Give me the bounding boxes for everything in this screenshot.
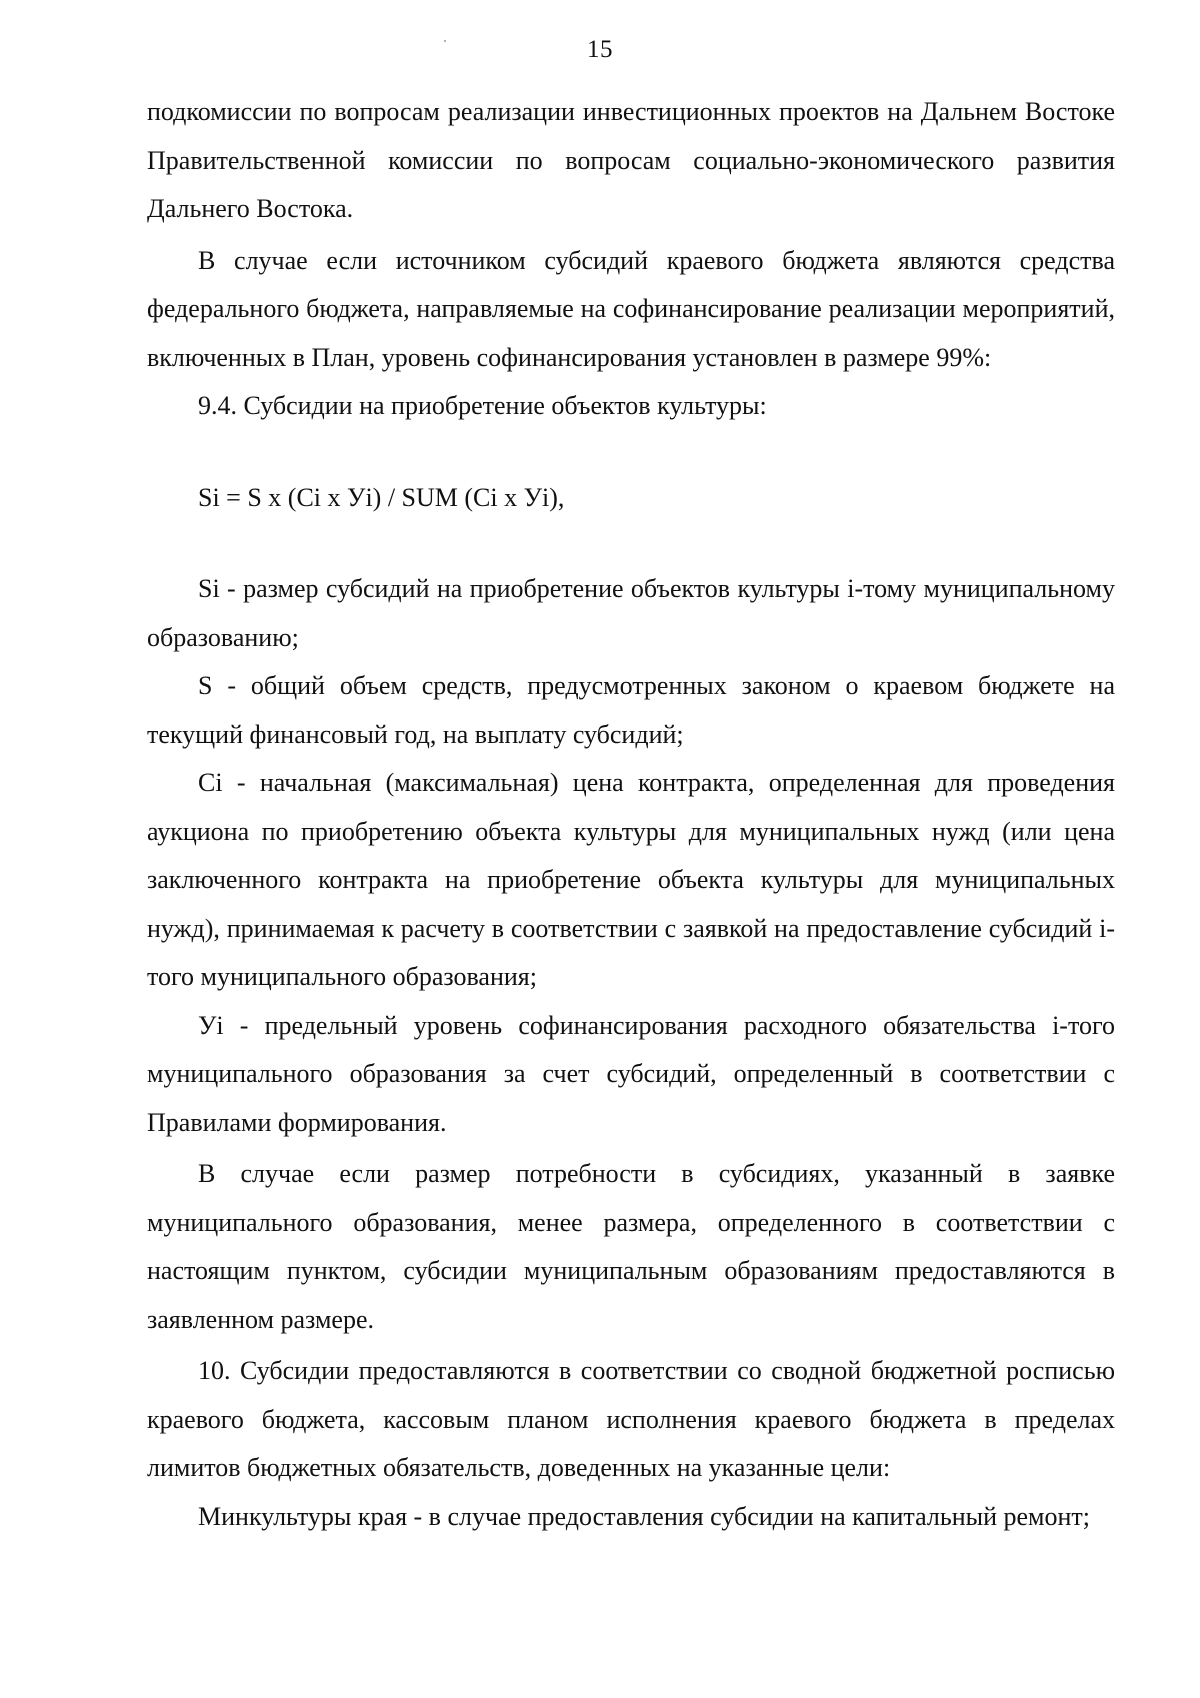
formula: Si = S x (Ci x Уi) / SUM (Ci x Уi), [198,482,565,512]
document-body [147,88,1115,1541]
paragraph-minculture: Минкультуры края - в случае предоставления субсидии на капитальный ремонт; [198,1501,1090,1531]
paragraph-continuation: подкомиссии по вопросам реализации инвестиционных проектов на Дальнем Востоке Правительственной комиссии по вопросам социально-экономического развития Дальнего Востока. [147,97,1115,223]
scan-speck [444,40,446,42]
page-number: 15 [587,36,613,63]
paragraph-section-9-4: 9.4. Субсидии на приобретение объектов культуры: [198,391,767,420]
definition-s: S - общий объем средств, предусмотренных законом о краевом бюджете на текущий финансовый год, на выплату субсидий; [147,671,1115,749]
definition-yi: Уi - предельный уровень софинансирования расходного обязательства i-того муниципального образования за счет субсидий, определенный в соответствии с Правилами формирования. [147,1010,1115,1137]
paragraph-requested-amount: В случае если размер потребности в субсидиях, указанный в заявке муниципального образования, менее размера, определенного в соответствии с настоящим пунктом, субсидии муниципальным образованиям предоставляются в заявленном размере. [147,1159,1115,1334]
definition-ci: Ci - начальная (максимальная) цена контракта, определенная для проведения аукциона по приобретению объекта культуры для муниципальных нужд (или цена заключенного контракта на приобретение объекта культуры для муниципальных нужд), принимаемая к расчету в соответствии с заявкой на предоставление субсидий i-того муниципального образования; [147,768,1115,991]
paragraph-section-10: 10. Субсидии предоставляются в соответствии со сводной бюджетной росписью краевого бюджета, кассовым планом исполнения краевого бюджета в пределах лимитов бюджетных обязательств, доведенных на указанные цели: [147,1356,1115,1482]
paragraph-cofinancing: В случае если источником субсидий краевого бюджета являются средства федерального бюджета, направляемые на софинансирование реализации мероприятий, включенных в План, уровень софинансирования установлен в размере 99%: [147,245,1115,372]
definition-si: Si - размер субсидий на приобретение объектов культуры i-тому муниципальному образованию; [147,574,1115,652]
